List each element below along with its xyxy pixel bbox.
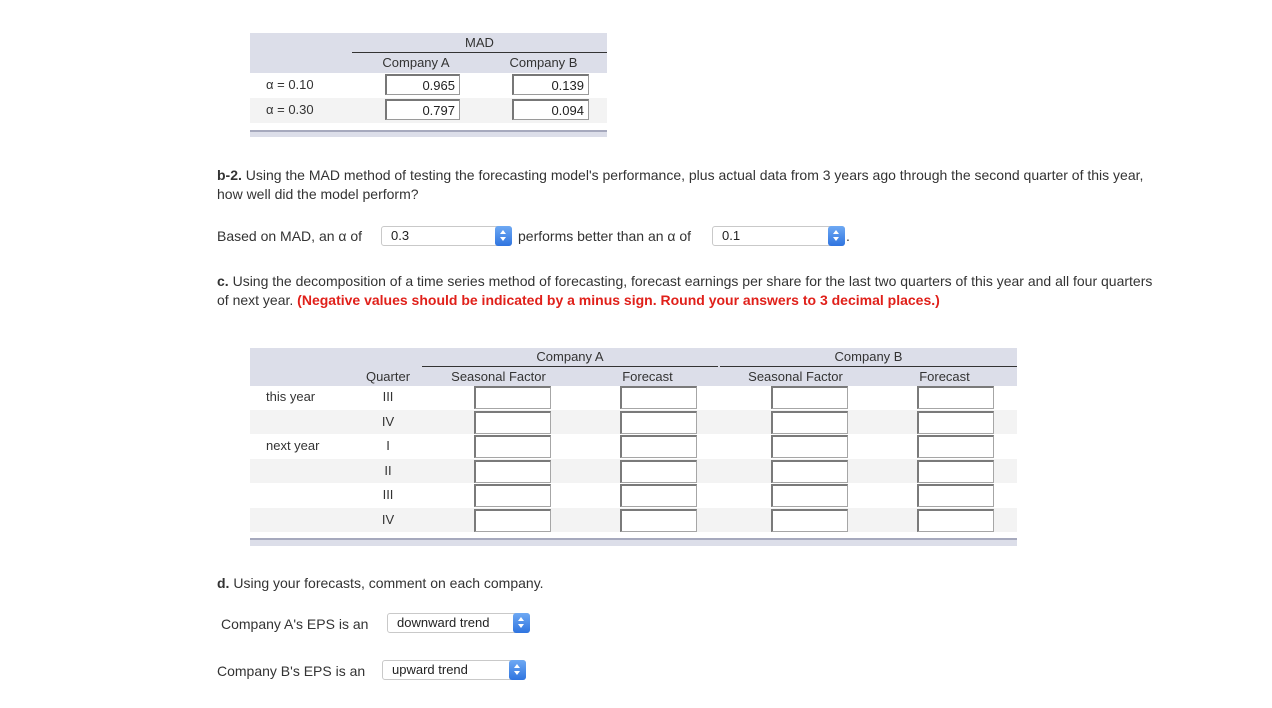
seasonal-factor-a-input[interactable] bbox=[474, 460, 551, 483]
alpha-better-select[interactable] bbox=[381, 226, 512, 246]
forecast-b-input[interactable] bbox=[917, 509, 994, 532]
company-b-trend-select[interactable] bbox=[382, 660, 526, 680]
table-row bbox=[250, 385, 1017, 410]
mad-row-label: α = 0.10 bbox=[266, 77, 314, 92]
seasonal-factor-a-input[interactable] bbox=[474, 509, 551, 532]
forecast-table bbox=[250, 348, 1017, 548]
quarter-label: II bbox=[384, 462, 392, 478]
select-arrows-icon[interactable] bbox=[509, 660, 526, 680]
alpha-worse-value: 0.1 bbox=[722, 228, 741, 243]
forecast-b-input[interactable] bbox=[917, 435, 994, 458]
forecast-b-input[interactable] bbox=[917, 460, 994, 483]
seasonal-factor-a-input[interactable] bbox=[474, 386, 551, 409]
forecast-b-input[interactable] bbox=[917, 484, 994, 507]
seasonal-factor-b-input[interactable] bbox=[771, 411, 848, 434]
col-quarter: Quarter bbox=[365, 369, 411, 384]
alpha-better-value: 0.3 bbox=[391, 228, 410, 243]
b2-sentence-end-wrap bbox=[846, 227, 856, 246]
company-a-eps-line bbox=[221, 615, 391, 634]
col-seasonal-factor-a: Seasonal Factor bbox=[451, 369, 546, 384]
b2-sentence-end: . bbox=[846, 228, 850, 244]
company-b-rule bbox=[720, 366, 1017, 367]
forecast-a-input[interactable] bbox=[620, 484, 697, 507]
select-arrows-icon[interactable] bbox=[513, 613, 530, 633]
mad-value-input[interactable]: 0.094 bbox=[512, 99, 589, 120]
question-d-text: Using your forecasts, comment on each company. bbox=[229, 575, 544, 591]
quarter-label: IV bbox=[381, 413, 395, 429]
year-label: this year bbox=[266, 389, 316, 404]
mad-row bbox=[250, 73, 607, 98]
table-row bbox=[250, 508, 1017, 533]
forecast-a-input[interactable] bbox=[620, 460, 697, 483]
seasonal-factor-b-input[interactable] bbox=[771, 386, 848, 409]
quarter-label: IV bbox=[381, 511, 395, 527]
company-b-eps-line bbox=[217, 662, 387, 681]
seasonal-factor-b-input[interactable] bbox=[771, 484, 848, 507]
company-b-eps-label: Company B's EPS is an bbox=[217, 663, 366, 679]
mad-col-company-a: Company A bbox=[382, 55, 450, 70]
company-b-header: Company B bbox=[834, 349, 903, 364]
mad-col-company-b: Company B bbox=[509, 55, 578, 70]
mad-value-input[interactable]: 0.797 bbox=[385, 99, 460, 120]
seasonal-factor-a-input[interactable] bbox=[474, 411, 551, 434]
company-a-eps-label: Company A's EPS is an bbox=[221, 616, 369, 632]
quarter-label: III bbox=[382, 487, 394, 502]
company-a-rule bbox=[422, 366, 718, 367]
mad-title-rule bbox=[352, 52, 607, 53]
mad-title: MAD bbox=[465, 35, 494, 50]
seasonal-factor-a-input[interactable] bbox=[474, 435, 551, 458]
quarter-label: III bbox=[382, 389, 394, 404]
seasonal-factor-b-input[interactable] bbox=[771, 460, 848, 483]
table-row bbox=[250, 459, 1017, 484]
mad-row bbox=[250, 98, 607, 123]
question-d bbox=[217, 574, 1157, 593]
forecast-a-input[interactable] bbox=[620, 386, 697, 409]
question-b2-text: Using the MAD method of testing the forecasting model's performance, plus actual data from 3 years ago through the second quarter of this year, how well did the model perform? bbox=[217, 167, 1144, 202]
table-row bbox=[250, 483, 1017, 508]
company-b-trend-value: upward trend bbox=[392, 662, 468, 677]
col-forecast-a: Forecast bbox=[622, 369, 673, 384]
mad-value-input[interactable]: 0.965 bbox=[385, 74, 460, 95]
b2-sentence-start: Based on MAD, an α of bbox=[217, 228, 363, 244]
mad-table-footer bbox=[250, 130, 607, 137]
table-row bbox=[250, 410, 1017, 435]
forecast-a-input[interactable] bbox=[620, 411, 697, 434]
forecast-table-footer bbox=[250, 538, 1017, 546]
seasonal-factor-b-input[interactable] bbox=[771, 435, 848, 458]
mad-value-input[interactable]: 0.139 bbox=[512, 74, 589, 95]
company-a-header: Company A bbox=[536, 349, 604, 364]
question-c bbox=[217, 272, 1157, 310]
forecast-a-input[interactable] bbox=[620, 435, 697, 458]
forecast-b-input[interactable] bbox=[917, 411, 994, 434]
col-forecast-b: Forecast bbox=[919, 369, 970, 384]
table-row bbox=[250, 434, 1017, 459]
question-c-instruction: (Negative values should be indicated by a minus sign. Round your answers to 3 decimal places.) bbox=[297, 292, 940, 308]
mad-row-label: α = 0.30 bbox=[266, 102, 314, 117]
company-a-trend-value: downward trend bbox=[397, 615, 490, 630]
question-c-prefix: c. bbox=[217, 273, 229, 289]
quarter-label: I bbox=[386, 438, 390, 453]
mad-table bbox=[250, 33, 607, 139]
b2-sentence-mid: performs better than an α of bbox=[518, 228, 692, 244]
forecast-b-input[interactable] bbox=[917, 386, 994, 409]
alpha-worse-select[interactable] bbox=[712, 226, 845, 246]
question-b2-prefix: b-2. bbox=[217, 167, 242, 183]
company-a-trend-select[interactable] bbox=[387, 613, 530, 633]
year-label: next year bbox=[266, 438, 320, 453]
seasonal-factor-a-input[interactable] bbox=[474, 484, 551, 507]
forecast-a-input[interactable] bbox=[620, 509, 697, 532]
question-c-text: Using the decomposition of a time series method of forecasting, forecast earnings per share for the last two quarters of this year and all four quarters of next year. bbox=[217, 273, 1153, 308]
col-seasonal-factor-b: Seasonal Factor bbox=[748, 369, 843, 384]
question-d-prefix: d. bbox=[217, 575, 230, 591]
select-arrows-icon[interactable] bbox=[495, 226, 512, 246]
select-arrows-icon[interactable] bbox=[828, 226, 845, 246]
question-b2 bbox=[217, 166, 1157, 204]
seasonal-factor-b-input[interactable] bbox=[771, 509, 848, 532]
